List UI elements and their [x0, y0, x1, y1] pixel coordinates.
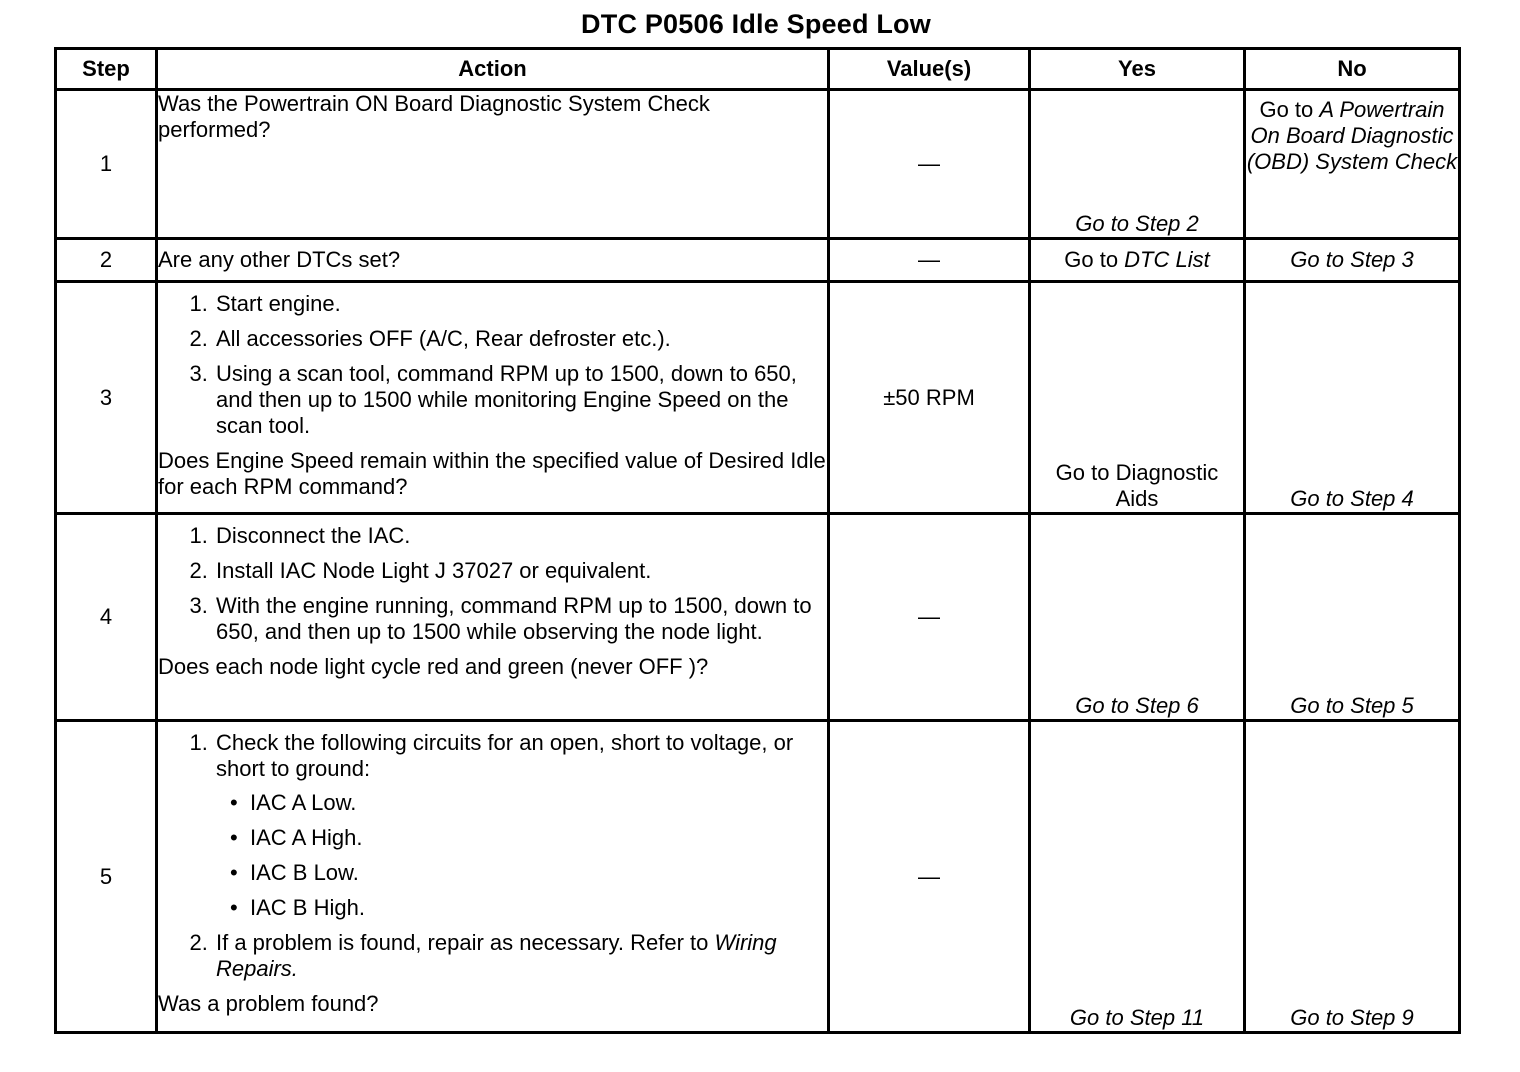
- step-number: 3: [56, 282, 157, 514]
- bullet-item: • IAC A High.: [250, 825, 827, 851]
- action-question: Was a problem found?: [158, 991, 379, 1016]
- list-item-text: If a problem is found, repair as necessary. Refer to: [216, 930, 715, 955]
- bullet-item: • IAC B High.: [250, 895, 827, 921]
- action-cell: [157, 282, 829, 514]
- list-item: [214, 730, 827, 921]
- no-cell: Go to Step 5: [1245, 514, 1460, 721]
- step-number: 1: [56, 90, 157, 239]
- value-cell: —: [829, 721, 1030, 1033]
- header-yes: Yes: [1030, 49, 1245, 90]
- step-number: 2: [56, 239, 157, 282]
- page-title: DTC P0506 Idle Speed Low: [581, 9, 931, 39]
- table-row-step-5: [56, 721, 1460, 1033]
- action-cell: [157, 514, 829, 721]
- diagnostic-table: [54, 47, 1461, 1034]
- no-reference: A Powertrain On Board Diagnostic (OBD) System Check: [1246, 97, 1458, 174]
- action-question: Was the Powertrain ON Board Diagnostic System Check performed?: [158, 91, 710, 142]
- action-question: Does Engine Speed remain within the specified value of Desired Idle for each RPM command?: [158, 448, 826, 499]
- table-row-step-3: [56, 282, 1460, 514]
- header-values: Value(s): [829, 49, 1030, 90]
- yes-prefix: Go to: [1064, 247, 1125, 272]
- action-question: Does each node light cycle red and green (never OFF )?: [158, 654, 709, 679]
- yes-cell: Go to Diagnostic Aids: [1030, 282, 1245, 514]
- list-item: 1. Disconnect the IAC.: [214, 523, 827, 549]
- action-steps: [158, 730, 827, 982]
- list-item-text: Check the following circuits for an open, short to voltage, or short to ground:: [216, 730, 794, 781]
- no-cell: [1245, 90, 1460, 239]
- yes-cell: [1030, 239, 1245, 282]
- step-number: 4: [56, 514, 157, 721]
- value-cell: —: [829, 90, 1030, 239]
- no-cell: Go to Step 4: [1245, 282, 1460, 514]
- header-step: Step: [56, 49, 157, 90]
- action-steps: [158, 523, 827, 645]
- action-cell: [157, 90, 829, 239]
- bullet-item: • IAC B Low.: [250, 860, 827, 886]
- list-item: 1. Start engine.: [214, 291, 827, 317]
- step-number: 5: [56, 721, 157, 1033]
- action-cell: [157, 721, 829, 1033]
- value-cell: —: [829, 239, 1030, 282]
- table-row-step-1: [56, 90, 1460, 239]
- table-row-step-2: [56, 239, 1460, 282]
- list-item: 3. Using a scan tool, command RPM up to 1500, down to 650, and then up to 1500 while monitoring Engine Speed on the scan tool.: [214, 361, 827, 439]
- action-steps: [158, 291, 827, 439]
- table-row-step-4: [56, 514, 1460, 721]
- list-item: 2. Install IAC Node Light J 37027 or equivalent.: [214, 558, 827, 584]
- yes-cell: Go to Step 11: [1030, 721, 1245, 1033]
- header-row: [56, 49, 1460, 90]
- circuit-list: [216, 790, 827, 921]
- yes-cell: Go to Step 6: [1030, 514, 1245, 721]
- yes-cell: Go to Step 2: [1030, 90, 1245, 239]
- action-question: Are any other DTCs set?: [158, 247, 401, 272]
- no-cell: Go to Step 9: [1245, 721, 1460, 1033]
- action-cell: [157, 239, 829, 282]
- list-item: 3. With the engine running, command RPM up to 1500, down to 650, and then up to 1500 while observing the node light.: [214, 593, 827, 645]
- yes-reference: DTC List: [1124, 247, 1210, 272]
- bullet-item: • IAC A Low.: [250, 790, 827, 816]
- list-item: [214, 930, 827, 982]
- no-prefix: Go to: [1259, 97, 1320, 122]
- header-action: Action: [157, 49, 829, 90]
- list-item: 2. All accessories OFF (A/C, Rear defroster etc.).: [214, 326, 827, 352]
- header-no: No: [1245, 49, 1460, 90]
- value-cell: ±50 RPM: [829, 282, 1030, 514]
- value-cell: —: [829, 514, 1030, 721]
- wiring-repairs-reference: Wiring Repairs.: [216, 930, 777, 981]
- no-cell: Go to Step 3: [1245, 239, 1460, 282]
